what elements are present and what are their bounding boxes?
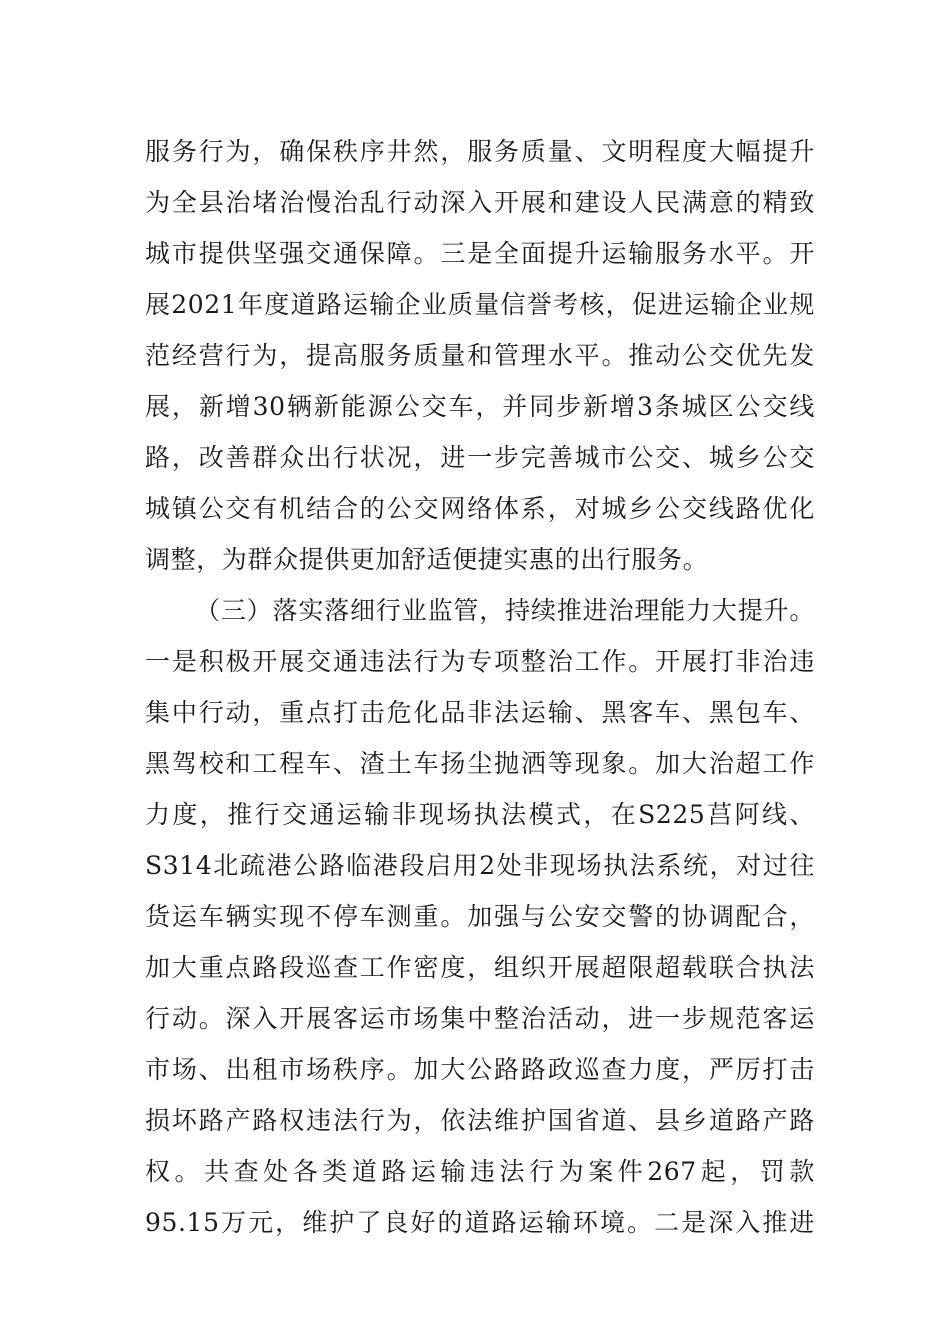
text-line: 城镇公交有机结合的公交网络体系，对城乡公交线路优化 <box>145 494 815 523</box>
text-line: 力度，推行交通运输非现场执法模式，在S225莒阿线、 <box>145 800 815 829</box>
text-line: 调整，为群众提供更加舒适便捷实惠的出行服务。 <box>145 545 709 574</box>
text-line: 服务行为，确保秩序井然，服务质量、文明程度大幅提升 <box>145 137 815 166</box>
text-line: 权。共查处各类道路运输违法行为案件267起，罚款 <box>145 1157 815 1186</box>
text-line: 展2021年度道路运输企业质量信誉考核，促进运输企业规 <box>145 290 815 319</box>
text-line: 95.15万元，维护了良好的道路运输环境。二是深入推进 <box>145 1208 815 1237</box>
text-line: 路，改善群众出行状况，进一步完善城市公交、城乡公交 <box>145 443 815 472</box>
text-line: 展，新增30辆新能源公交车，并同步新增3条城区公交线 <box>145 392 815 421</box>
text-line: 一是积极开展交通违法行为专项整治工作。开展打非治违 <box>145 647 815 676</box>
text-line: 货运车辆实现不停车测重。加强与公安交警的协调配合， <box>145 902 815 931</box>
text-line: 损坏路产路权违法行为，依法维护国省道、县乡道路产路 <box>145 1106 815 1135</box>
text-line: 城市提供坚强交通保障。三是全面提升运输服务水平。开 <box>145 239 815 268</box>
text-line: 范经营行为，提高服务质量和管理水平。推动公交优先发 <box>145 341 815 370</box>
text-line: 行动。深入开展客运市场集中整治活动，进一步规范客运 <box>145 1004 815 1033</box>
text-line: S314北疏港公路临港段启用2处非现场执法系统，对过往 <box>145 851 815 880</box>
text-line: 黑驾校和工程车、渣土车扬尘抛洒等现象。加大治超工作 <box>145 749 815 778</box>
text-line: 为全县治堵治慢治乱行动深入开展和建设人民满意的精致 <box>145 188 815 217</box>
text-line: 集中行动，重点打击危化品非法运输、黑客车、黑包车、 <box>145 698 815 727</box>
text-line: 加大重点路段巡查工作密度，组织开展超限超载联合执法 <box>145 953 815 982</box>
text-line: 市场、出租市场秩序。加大公路路政巡查力度，严厉打击 <box>145 1055 815 1084</box>
section-heading-line: （三）落实落细行业监管，持续推进治理能力大提升。 <box>195 596 815 625</box>
